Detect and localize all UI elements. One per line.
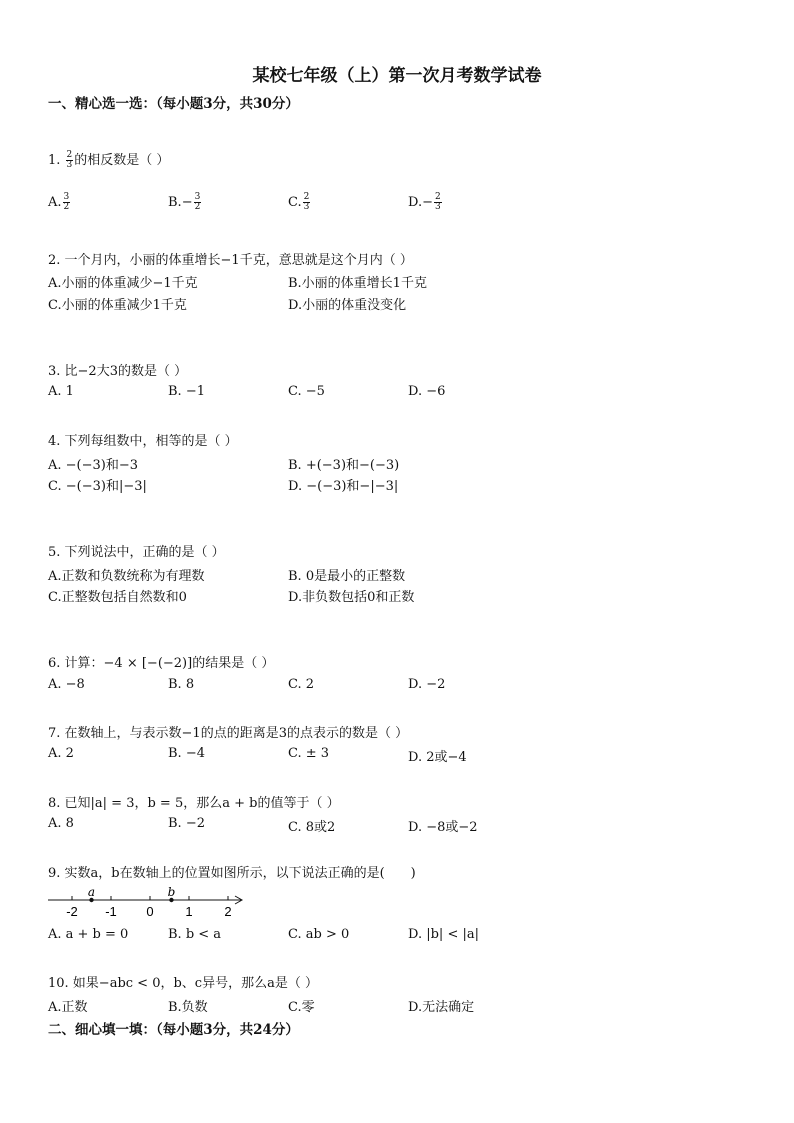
q3-option-d: D. −6 xyxy=(408,384,446,399)
fraction-numerator: 3 xyxy=(63,192,70,202)
fraction-numerator: 2 xyxy=(303,192,310,202)
q7-option-c: C. ± 3 xyxy=(288,746,330,761)
q6-option-b: B. 8 xyxy=(168,677,195,692)
page-title: 某校七年级（上）第一次月考数学试卷 xyxy=(252,66,542,86)
q4-option-c: C. −(−3)和|−3| xyxy=(48,479,147,494)
fraction-denominator: 2 xyxy=(63,202,70,212)
question-10: 10. 如果−abc < 0，b、c异号，那么a是（ ） xyxy=(48,976,318,991)
q3-option-b: B. −1 xyxy=(168,384,205,399)
fraction-denominator: 3 xyxy=(435,202,441,212)
fraction-numerator: 2 xyxy=(435,192,441,202)
fraction-denominator: 2 xyxy=(194,202,201,212)
q4-option-a: A. −(−3)和−3 xyxy=(48,458,139,473)
q10-option-a: A.正数 xyxy=(48,1000,88,1015)
q9-option-c: C. ab > 0 xyxy=(288,927,350,942)
q7-option-d: D. 2或−4 xyxy=(408,750,467,765)
option-label: B. xyxy=(168,195,182,210)
option-fraction xyxy=(63,193,71,212)
number-line-point-label: b xyxy=(167,885,176,899)
q1-option-c xyxy=(288,193,311,212)
question-5: 5. 下列说法中，正确的是（ ） xyxy=(48,545,225,560)
number-line-tick-label: 2 xyxy=(224,904,232,919)
q9-option-a: A. a + b = 0 xyxy=(48,927,129,942)
number-line-tick-label: 0 xyxy=(146,904,154,919)
q2-option-a: A.小丽的体重减少−1千克 xyxy=(48,276,198,291)
section-heading-fill: 二、细心填一填：（每小题3分，共24分） xyxy=(48,1022,299,1038)
q3-option-c: C. −5 xyxy=(288,384,325,399)
q10-option-c: C.零 xyxy=(288,1000,315,1015)
q8-option-c: C. 8或2 xyxy=(288,820,336,835)
question-7: 7. 在数轴上，与表示数−1的点的距离是3的点表示的数是（ ） xyxy=(48,726,409,741)
question-6: 6. 计算：−4 × [−(−2)]的结果是（ ） xyxy=(48,656,275,671)
q2-option-d: D.小丽的体重没变化 xyxy=(288,298,407,313)
q2-option-b: B.小丽的体重增长1千克 xyxy=(288,276,427,291)
q8-option-a: A. 8 xyxy=(48,816,74,831)
q6-option-a: A. −8 xyxy=(48,677,85,692)
option-fraction xyxy=(303,193,311,212)
q5-option-c: C.正整数包括自然数和0 xyxy=(48,590,187,605)
number-line-tick-label: 1 xyxy=(185,904,193,919)
fraction-numerator: 2 xyxy=(66,150,73,160)
q8-option-d: D. −8或−2 xyxy=(408,820,478,835)
question-1 xyxy=(48,149,169,170)
number-line-tick-label: -1 xyxy=(105,904,117,919)
q5-option-d: D.非负数包括0和正数 xyxy=(288,590,415,605)
q9-option-b: B. b < a xyxy=(168,927,222,942)
number-line-tick-label: -2 xyxy=(66,904,78,919)
fraction-denominator: 3 xyxy=(303,202,310,212)
number-line-point-label: a xyxy=(87,885,96,899)
q1-option-b xyxy=(168,193,202,212)
option-sign: − xyxy=(181,195,193,210)
question-1-fraction xyxy=(66,151,74,170)
q1-option-a xyxy=(48,193,71,212)
q7-option-a: A. 2 xyxy=(48,746,74,761)
q5-option-b: B. 0是最小的正整数 xyxy=(288,569,406,584)
q1-option-d xyxy=(408,193,443,212)
q10-option-d: D.无法确定 xyxy=(408,1000,475,1015)
number-line-figure xyxy=(44,883,254,919)
question-2: 2. 一个月内，小丽的体重增长−1千克，意思就是这个月内（ ） xyxy=(48,253,413,268)
q2-option-c: C.小丽的体重减少1千克 xyxy=(48,298,187,313)
q6-option-d: D. −2 xyxy=(408,677,446,692)
question-9: 9. 实数a，b在数轴上的位置如图所示，以下说法正确的是( ) xyxy=(48,866,416,881)
question-3: 3. 比−2大3的数是（ ） xyxy=(48,364,188,379)
q8-option-b: B. −2 xyxy=(168,816,205,831)
q10-option-b: B.负数 xyxy=(168,1000,208,1015)
question-8: 8. 已知|a| = 3，b = 5，那么a + b的值等于（ ） xyxy=(48,796,340,811)
option-sign: − xyxy=(422,195,433,210)
fraction-denominator: 3 xyxy=(66,160,73,170)
question-1-number: 1. xyxy=(48,153,61,168)
q3-option-a: A. 1 xyxy=(48,384,74,399)
q7-option-b: B. −4 xyxy=(168,746,205,761)
q4-option-b: B. +(−3)和−(−3) xyxy=(288,458,400,473)
section-heading-choice: 一、精心选一选：（每小题3分，共30分） xyxy=(48,96,299,112)
option-fraction xyxy=(434,193,442,212)
q9-option-d: D. |b| < |a| xyxy=(408,927,479,942)
question-1-text: 的相反数是（ ） xyxy=(74,153,170,168)
fraction-numerator: 3 xyxy=(194,192,201,202)
question-4: 4. 下列每组数中，相等的是（ ） xyxy=(48,434,238,449)
option-label: A. xyxy=(48,195,62,210)
option-label: D. xyxy=(408,195,423,210)
q4-option-d: D. −(−3)和−|−3| xyxy=(288,479,399,494)
q6-option-c: C. 2 xyxy=(288,677,315,692)
option-label: C. xyxy=(288,195,302,210)
q5-option-a: A.正数和负数统称为有理数 xyxy=(48,569,205,584)
option-fraction xyxy=(194,193,202,212)
